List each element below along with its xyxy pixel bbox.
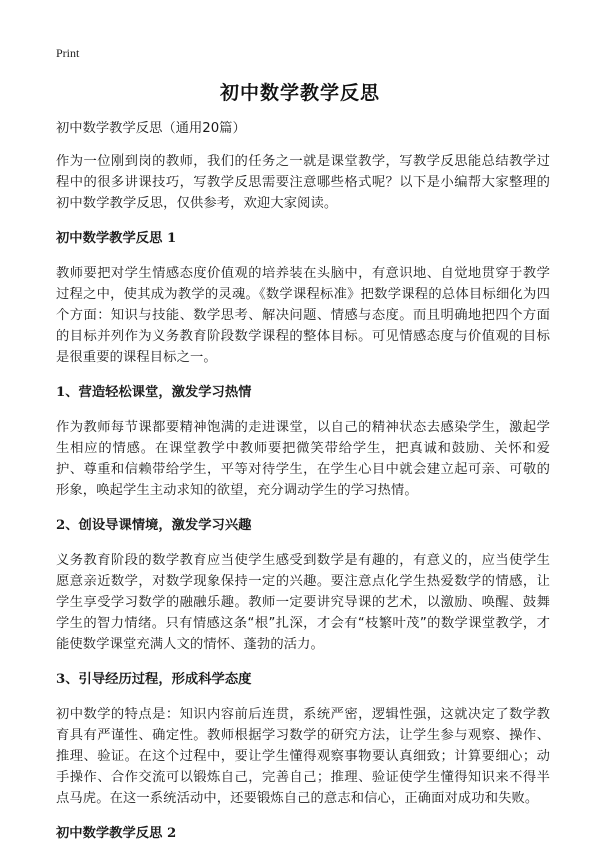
section-paragraph-4: 初中数学的特点是：知识内容前后连贯，系统严密，逻辑性强，这就决定了数学教育具有严谨性、确定性。教师根据学习数学的研究方法，让学生参与观察、操作、推理、验证。在这个过程中，要让学生懂得观察事物要认真细致；计算要细心；动手操作、合作交流可以锻炼自己，完善自己；推理、验证使学生懂得知识来不得半点马虎。在这一系统活动中，还要锻炼自己的意志和信心，正确面对成功和失败。 bbox=[56, 707, 550, 806]
print-link[interactable]: Print bbox=[56, 46, 80, 60]
section-heading-3: 2、创设导课情境，激发学习兴趣 bbox=[56, 518, 252, 533]
section-paragraph-2: 作为教师每节课都要精神饱满的走进课堂，以自己的精神状态去感染学生，激起学生相应的情感。在课堂教学中教师要把微笑带给学生，把真诚和鼓励、关怀和爱护、尊重和信赖带给学生，平等对待学生，在学生心目中就会建立起可亲、可敬的形象，唤起学生主动求知的欲望，充分调动学生的学习热情。 bbox=[56, 420, 550, 498]
section-paragraph-3: 义务教育阶段的数学教育应当使学生感受到数学是有趣的，有意义的，应当使学生愿意亲近数学，对数学现象保持一定的兴趣。要注意点化学生热爱数学的情感，让学生享受学习数学的融融乐趣。教师一定要讲究导课的艺术，以激励、唤醒、鼓舞学生的智力情绪。只有情感这条“根”扎深，才会有“枝繁叶茂”的数学课堂教学，才能使数学课堂充满人文的情怀、蓬勃的活力。 bbox=[56, 553, 550, 652]
document-subtitle: 初中数学教学反思（通用20篇） bbox=[56, 121, 246, 136]
document-body bbox=[56, 118, 550, 858]
section-heading-2: 1、营造轻松课堂，激发学习热情 bbox=[56, 385, 252, 400]
section-paragraph-1: 教师要把对学生情感态度价值观的培养装在头脑中，有意识地、自觉地贯穿于教学过程之中，使其成为教学的灵魂。《数学课程标准》把数学课程的总体目标细化为四个方面：知识与技能、数学思考、解决问题、情感与态度。而且明确地把四个方面的目标并列作为义务教育阶段数学课程的整体目标。可见情感态度与价值观的目标是很重要的课程目标之一。 bbox=[56, 266, 550, 365]
section-heading-4: 3、引导经历过程，形成科学态度 bbox=[56, 672, 252, 687]
section-heading-5: 初中数学教学反思 2 bbox=[56, 826, 177, 841]
page-title: 初中数学教学反思 bbox=[219, 82, 380, 104]
intro-paragraph: 作为一位刚到岗的教师，我们的任务之一就是课堂教学，写教学反思能总结教学过程中的很多讲课技巧，写教学反思需要注意哪些格式呢？以下是小编帮大家整理的初中数学教学反思，仅供参考，欢迎大家阅读。 bbox=[56, 154, 550, 211]
section-heading-1: 初中数学教学反思 1 bbox=[56, 231, 177, 246]
